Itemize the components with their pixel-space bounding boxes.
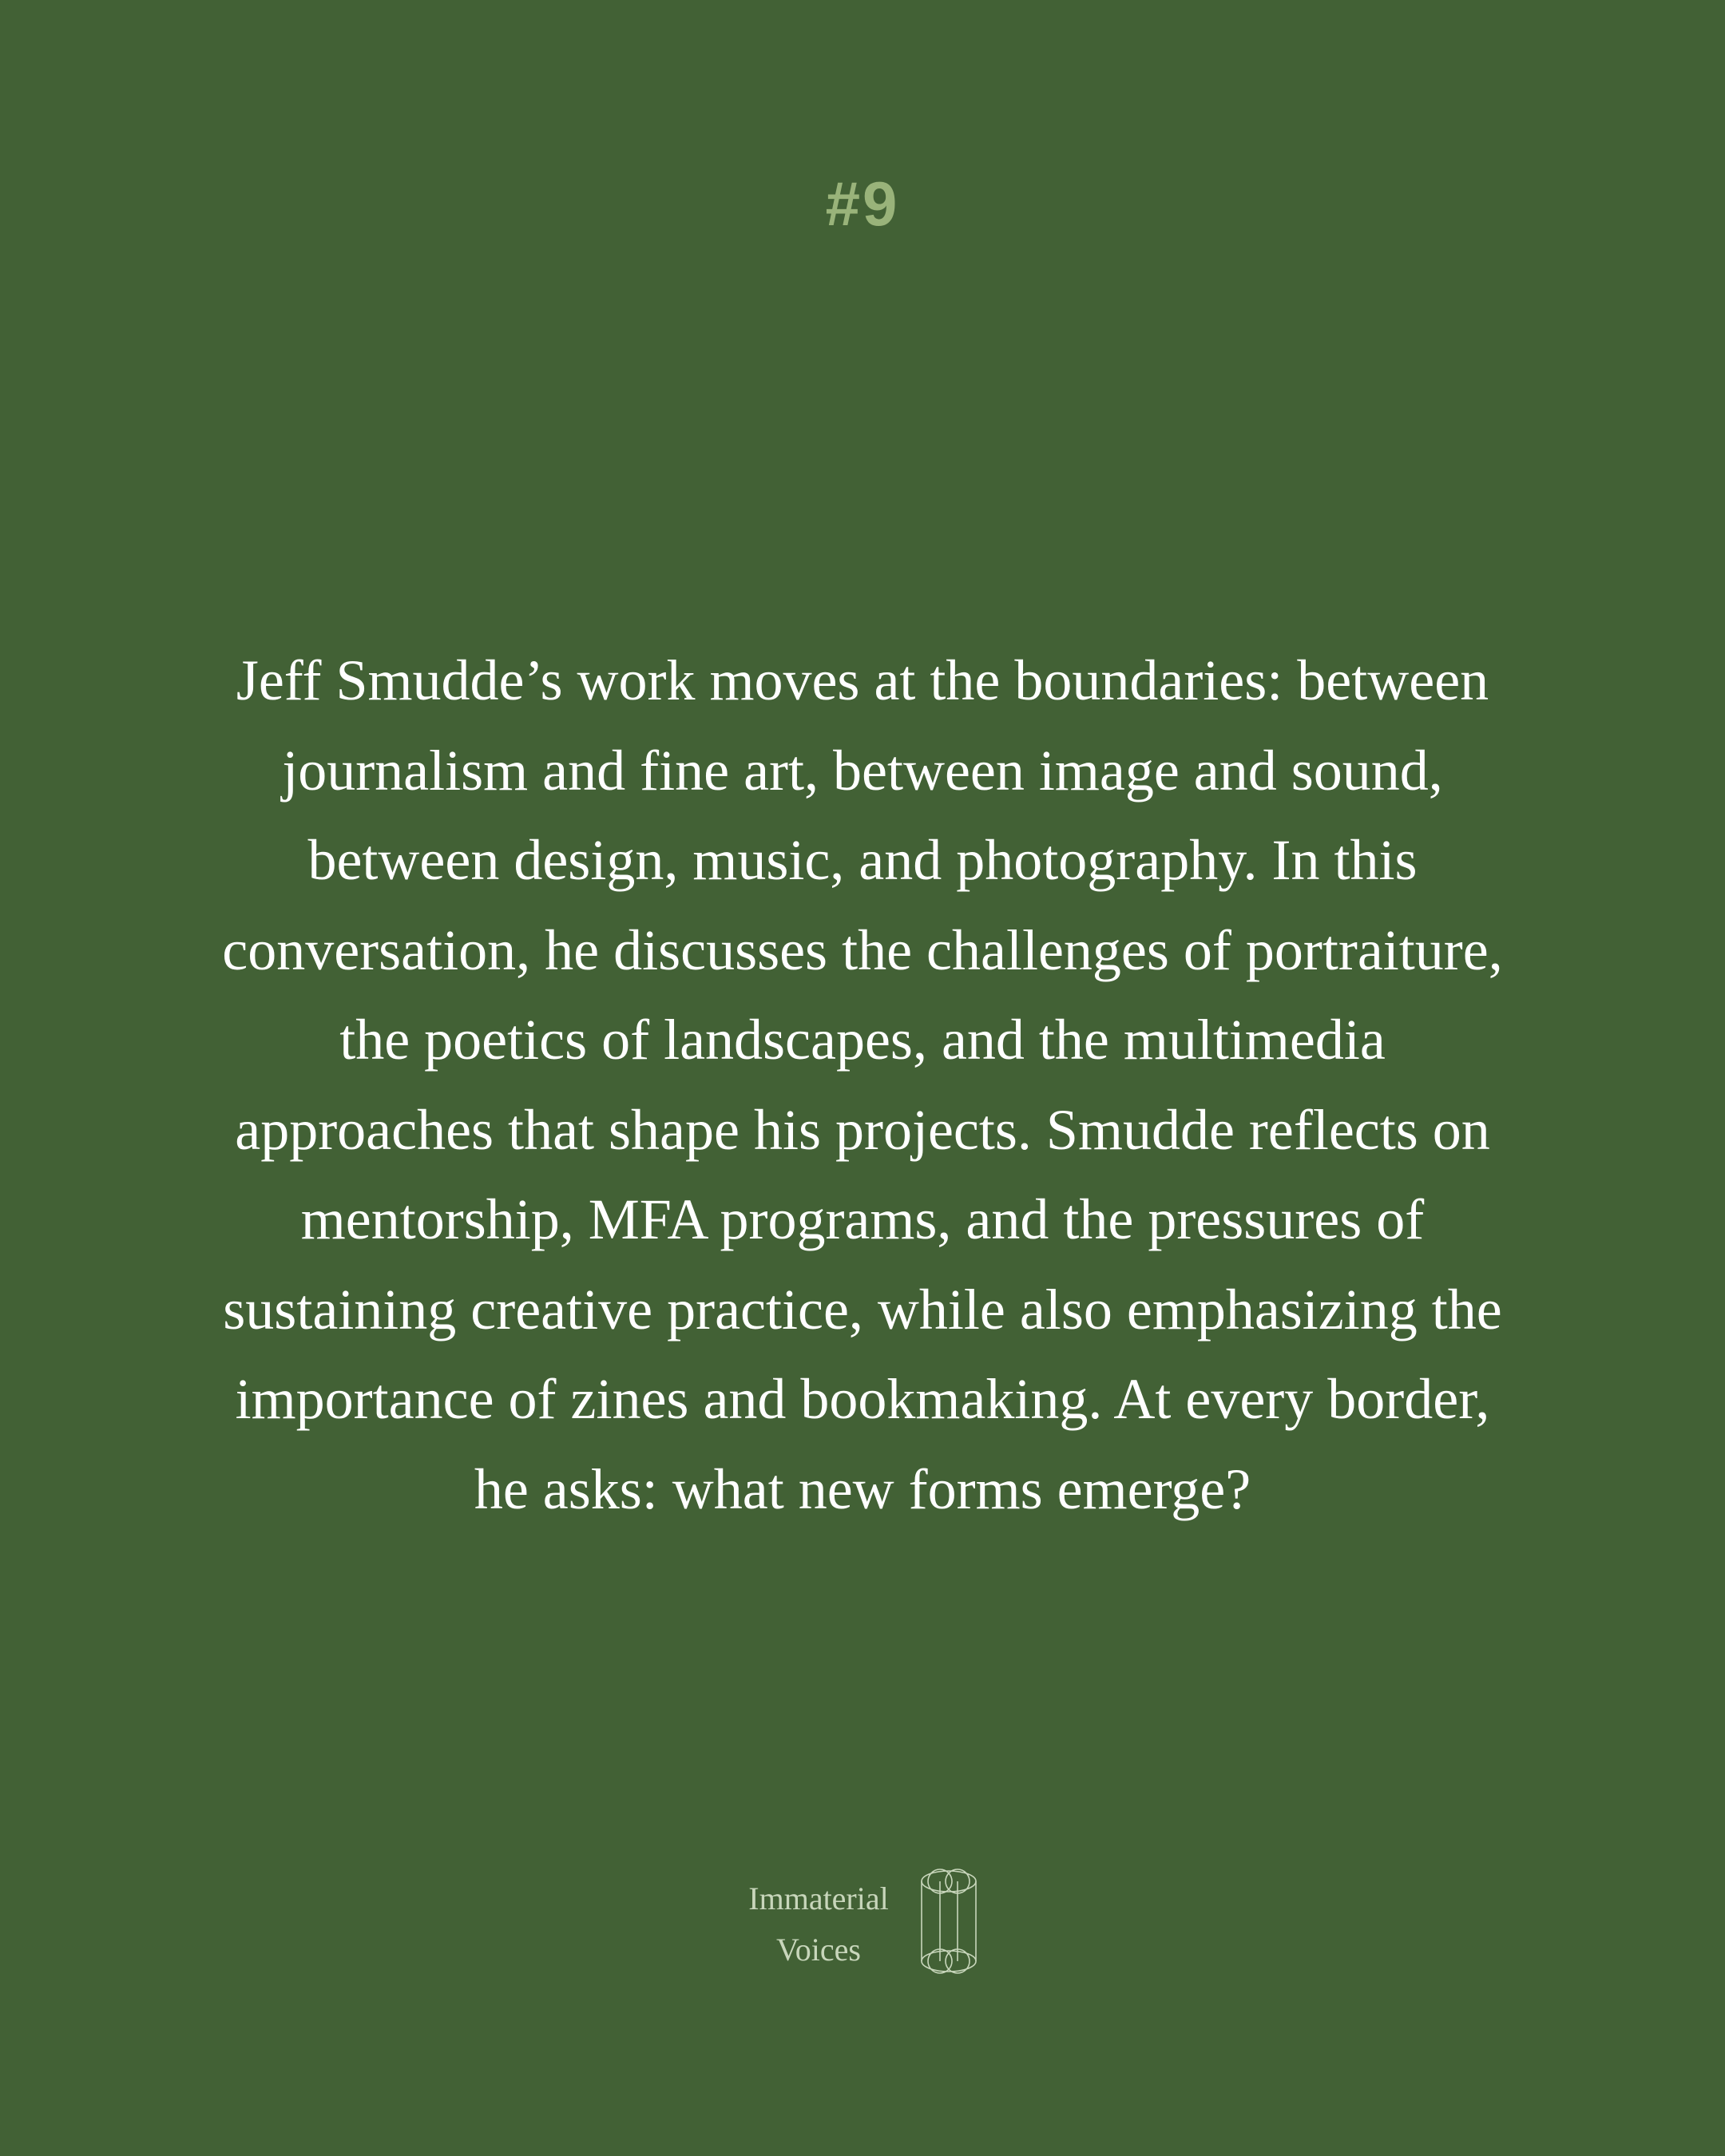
paragraph-line: he asks: what new forms emerge? <box>474 1456 1251 1521</box>
paragraph-line: Jeff Smudde’s work moves at the boundaries: between <box>236 648 1489 712</box>
brand-name-line2: Voices <box>776 1932 861 1968</box>
paragraph-line: sustaining creative practice, while also emphasizing the <box>223 1277 1502 1342</box>
intro-paragraph <box>144 636 1581 1534</box>
brand-wordmark <box>735 1873 902 1976</box>
paragraph-line: the poetics of landscapes, and the multimedia <box>339 1008 1386 1072</box>
paragraph-line: conversation, he discusses the challenges of portraiture, <box>222 917 1503 982</box>
paragraph-line: importance of zines and bookmaking. At every border, <box>235 1367 1490 1431</box>
paragraph-line: between design, music, and photography. In this <box>307 828 1418 892</box>
brand-logo <box>0 1861 1725 1988</box>
cylinder-logo-icon <box>917 1865 981 1977</box>
paragraph-line: mentorship, MFA programs, and the pressures of <box>300 1187 1425 1251</box>
issue-number: #9 <box>825 168 900 239</box>
paragraph-line: approaches that shape his projects. Smudde reflects on <box>235 1097 1490 1162</box>
paragraph-line: journalism and fine art, between image and sound, <box>282 738 1443 803</box>
brand-name-line1: Immaterial <box>748 1881 889 1916</box>
